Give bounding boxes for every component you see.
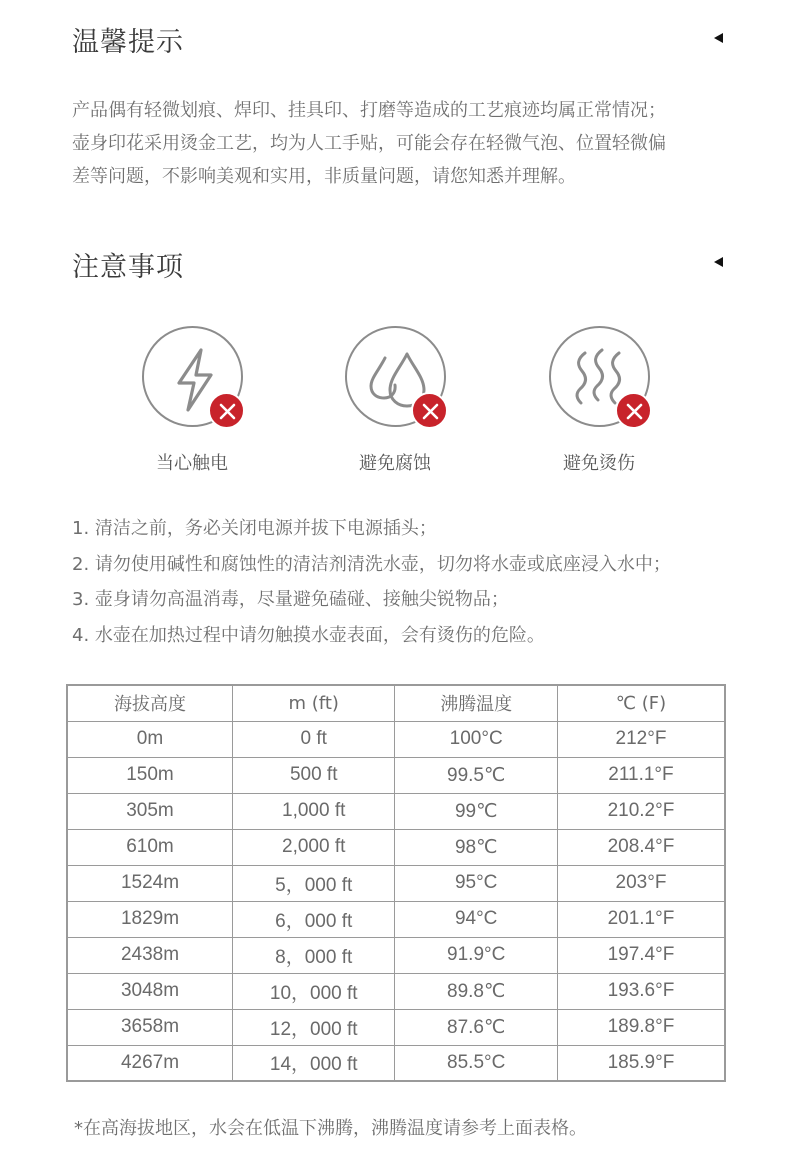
table-row — [67, 829, 725, 865]
collapse-arrow-icon[interactable] — [714, 257, 723, 267]
table-row — [67, 757, 725, 793]
table-cell: 10，000 ft — [232, 973, 394, 1009]
note-item: 1. 清洁之前，务必关闭电源并拔下电源插头； — [72, 518, 437, 539]
table-cell: 6，000 ft — [232, 901, 394, 937]
table-cell: 3048m — [67, 973, 232, 1009]
table-cell: 89.8℃ — [395, 973, 558, 1009]
close-icon — [617, 394, 654, 431]
table-cell: 12，000 ft — [232, 1009, 394, 1045]
table-row — [67, 901, 725, 937]
table-row — [67, 937, 725, 973]
table-cell: 211.1°F — [557, 757, 725, 793]
warning-label: 避免腐蚀 — [359, 453, 431, 474]
table-cell: 87.6℃ — [395, 1009, 558, 1045]
table-cell: 150m — [67, 757, 232, 793]
table-row — [67, 1009, 725, 1045]
table-header-row — [67, 685, 725, 721]
table-cell: 5，000 ft — [232, 865, 394, 901]
tips-line: 差等问题，不影响美观和实用，非质量问题，请您知悉并理解。 — [72, 166, 576, 187]
table-cell: 98℃ — [395, 829, 558, 865]
table-cell: 14，000 ft — [232, 1045, 394, 1081]
cautions-title: 注意事项 — [72, 252, 184, 283]
tips-line: 产品偶有轻微划痕、焊印、挂具印、打磨等造成的工艺痕迹均属正常情况； — [72, 100, 666, 121]
prohibited-badge — [208, 392, 245, 429]
table-header-cell: 沸腾温度 — [395, 685, 558, 721]
table-cell: 500 ft — [232, 757, 394, 793]
warning-label: 避免烫伤 — [563, 453, 635, 474]
table-cell: 0m — [67, 721, 232, 757]
table-row — [67, 973, 725, 1009]
table-header-cell: 海拔高度 — [67, 685, 232, 721]
table-row — [67, 793, 725, 829]
close-icon — [210, 394, 247, 431]
table-cell: 189.8°F — [557, 1009, 725, 1045]
table-cell: 201.1°F — [557, 901, 725, 937]
table-header-cell: ℃ (F) — [557, 685, 725, 721]
table-cell: 8，000 ft — [232, 937, 394, 973]
boiling-point-table — [66, 684, 726, 1082]
table-header-cell: m (ft) — [232, 685, 394, 721]
footnote: *在高海拔地区，水会在低温下沸腾，沸腾温度请参考上面表格。 — [74, 1118, 587, 1139]
table-cell: 95°C — [395, 865, 558, 901]
table-cell: 185.9°F — [557, 1045, 725, 1081]
table-cell: 100°C — [395, 721, 558, 757]
tips-title: 温馨提示 — [72, 27, 184, 58]
note-item: 2. 请勿使用碱性和腐蚀性的清洁剂清洗水壶，切勿将水壶或底座浸入水中； — [72, 553, 671, 575]
table-cell: 3658m — [67, 1009, 232, 1045]
table-cell: 99.5℃ — [395, 757, 558, 793]
table-cell: 85.5°C — [395, 1045, 558, 1081]
close-icon — [413, 394, 450, 431]
table-cell: 208.4°F — [557, 829, 725, 865]
prohibited-badge — [615, 392, 652, 429]
caution-notes — [72, 511, 752, 653]
table-cell: 1,000 ft — [232, 793, 394, 829]
table-cell: 1829m — [67, 901, 232, 937]
table-cell: 203°F — [557, 865, 725, 901]
table-cell: 91.9°C — [395, 937, 558, 973]
table-cell: 0 ft — [232, 721, 394, 757]
tips-text — [72, 94, 732, 193]
table-cell: 2,000 ft — [232, 829, 394, 865]
warning-label: 当心触电 — [156, 453, 228, 474]
table-cell: 99℃ — [395, 793, 558, 829]
table-cell: 610m — [67, 829, 232, 865]
table-row — [67, 1045, 725, 1081]
table-cell: 4267m — [67, 1045, 232, 1081]
table-row — [67, 721, 725, 757]
tips-line: 壶身印花采用烫金工艺，均为人工手贴，可能会存在轻微气泡、位置轻微偏 — [72, 133, 666, 154]
note-item: 4. 水壶在加热过程中请勿触摸水壶表面，会有烫伤的危险。 — [72, 624, 545, 646]
collapse-arrow-icon[interactable] — [714, 33, 723, 43]
table-cell: 212°F — [557, 721, 725, 757]
table-cell: 2438m — [67, 937, 232, 973]
prohibited-badge — [411, 392, 448, 429]
table-cell: 193.6°F — [557, 973, 725, 1009]
table-cell: 210.2°F — [557, 793, 725, 829]
table-cell: 305m — [67, 793, 232, 829]
table-cell: 197.4°F — [557, 937, 725, 973]
table-cell: 94°C — [395, 901, 558, 937]
table-cell: 1524m — [67, 865, 232, 901]
note-item: 3. 壶身请勿高温消毒，尽量避免磕碰、接触尖锐物品； — [72, 589, 509, 610]
table-row — [67, 865, 725, 901]
